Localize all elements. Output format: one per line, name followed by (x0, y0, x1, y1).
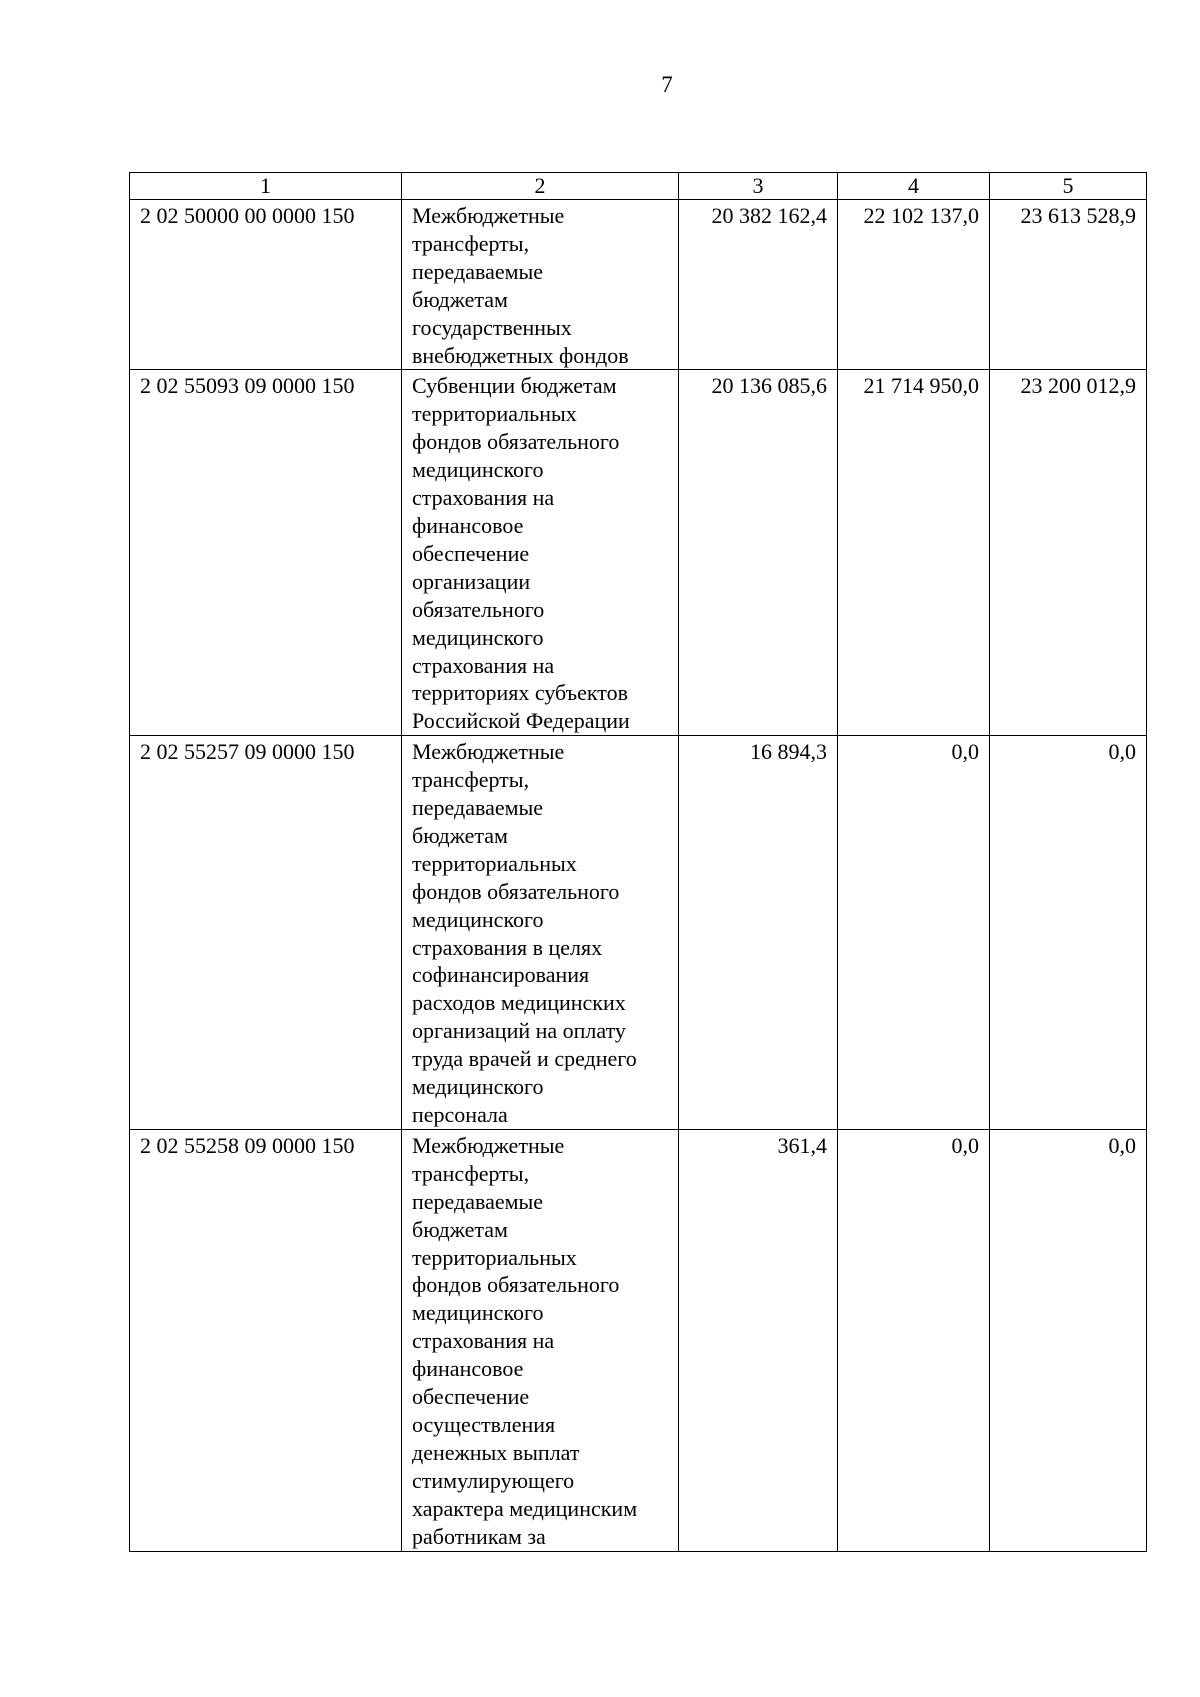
income-name-line: страхования на (412, 652, 555, 678)
income-name-line: фондов обязательного (412, 1272, 620, 1298)
income-name-line: фондов обязательного (412, 429, 620, 455)
income-name-line: персонала (412, 1102, 508, 1127)
income-name-line: трансферты, (412, 767, 530, 793)
column-header-3: 3 (679, 173, 838, 200)
income-name-line: расходов медицинских (412, 990, 626, 1016)
income-name-line: софинансирования (412, 962, 590, 988)
amount-col4-cell: 0,0 (838, 1129, 990, 1551)
income-name-line: финансовое (412, 1356, 524, 1382)
income-name-line: обеспечение (412, 1384, 530, 1410)
income-name-line: работникам за (412, 1523, 546, 1549)
table-body (130, 200, 1147, 1552)
income-name-line: Межбюджетные (412, 739, 565, 765)
income-name-line: передаваемые (412, 795, 544, 821)
table-header-row (130, 173, 1147, 200)
income-name-line: страхования на (412, 485, 555, 511)
income-name-line: медицинского (412, 624, 544, 650)
column-header-1: 1 (130, 173, 402, 200)
table-row (130, 1129, 1147, 1551)
amount-col3-cell: 20 136 085,6 (679, 370, 838, 736)
column-header-5: 5 (990, 173, 1147, 200)
income-name-line: медицинского (412, 457, 544, 483)
budget-code-cell: 2 02 55257 09 0000 150 (130, 736, 402, 1130)
income-name-line: Межбюджетные (412, 203, 565, 228)
income-name-line: денежных выплат (412, 1439, 580, 1465)
income-name-line: территориальных (412, 850, 577, 876)
income-name-line: организации (412, 568, 531, 594)
table-row (130, 200, 1147, 370)
amount-col3-cell: 361,4 (679, 1129, 838, 1551)
amount-col4-cell: 0,0 (838, 736, 990, 1130)
income-name-line: Российской Федерации (412, 708, 630, 734)
amount-col5-cell: 0,0 (990, 736, 1147, 1130)
income-name-line: осуществления (412, 1411, 556, 1437)
income-name-line: страхования в целях (412, 934, 603, 960)
income-name-line: территориальных (412, 1244, 577, 1270)
income-name-line: финансовое (412, 512, 524, 538)
income-name-line: внебюджетных фондов (412, 342, 629, 368)
budget-code-cell: 2 02 55093 09 0000 150 (130, 370, 402, 736)
column-header-4: 4 (838, 173, 990, 200)
amount-col5-cell: 0,0 (990, 1129, 1147, 1551)
amount-col4-cell: 22 102 137,0 (838, 200, 990, 370)
amount-col3-cell: 20 382 162,4 (679, 200, 838, 370)
income-name-line: территориальных (412, 401, 577, 427)
income-name-line: Субвенции бюджетам (412, 373, 617, 399)
income-name-line: медицинского (412, 1300, 544, 1326)
income-name-cell (402, 370, 679, 736)
income-name-line: организаций на оплату (412, 1018, 626, 1044)
income-name-line: передаваемые (412, 258, 544, 284)
income-name-line: бюджетам (412, 822, 508, 848)
income-name-line: страхования на (412, 1328, 555, 1354)
amount-col3-cell: 16 894,3 (679, 736, 838, 1130)
income-name-line: передаваемые (412, 1188, 544, 1214)
income-name-cell (402, 736, 679, 1130)
income-name-line: государственных (412, 314, 572, 340)
income-name-line: труда врачей и среднего (412, 1046, 637, 1072)
table-row (130, 370, 1147, 736)
table-row (130, 736, 1147, 1130)
budget-code-cell: 2 02 50000 00 0000 150 (130, 200, 402, 370)
budget-table (129, 172, 1147, 1552)
column-header-2: 2 (402, 173, 679, 200)
income-name-line: трансферты, (412, 1160, 530, 1186)
income-name-cell (402, 1129, 679, 1551)
income-name-line: фондов обязательного (412, 878, 620, 904)
income-name-cell (402, 200, 679, 370)
income-name-line: Межбюджетные (412, 1132, 565, 1158)
income-name-line: характера медицинским (412, 1495, 638, 1521)
amount-col5-cell: 23 200 012,9 (990, 370, 1147, 736)
income-name-line: стимулирующего (412, 1467, 575, 1493)
income-name-line: трансферты, (412, 230, 530, 256)
income-name-line: бюджетам (412, 1216, 508, 1242)
page-number: 7 (661, 72, 673, 97)
income-name-line: медицинского (412, 906, 544, 932)
income-name-line: медицинского (412, 1074, 544, 1100)
income-name-line: обеспечение (412, 540, 530, 566)
amount-col5-cell: 23 613 528,9 (990, 200, 1147, 370)
income-name-line: обязательного (412, 596, 545, 622)
amount-col4-cell: 21 714 950,0 (838, 370, 990, 736)
income-name-line: территориях субъектов (412, 680, 628, 706)
income-name-line: бюджетам (412, 286, 508, 312)
budget-code-cell: 2 02 55258 09 0000 150 (130, 1129, 402, 1551)
